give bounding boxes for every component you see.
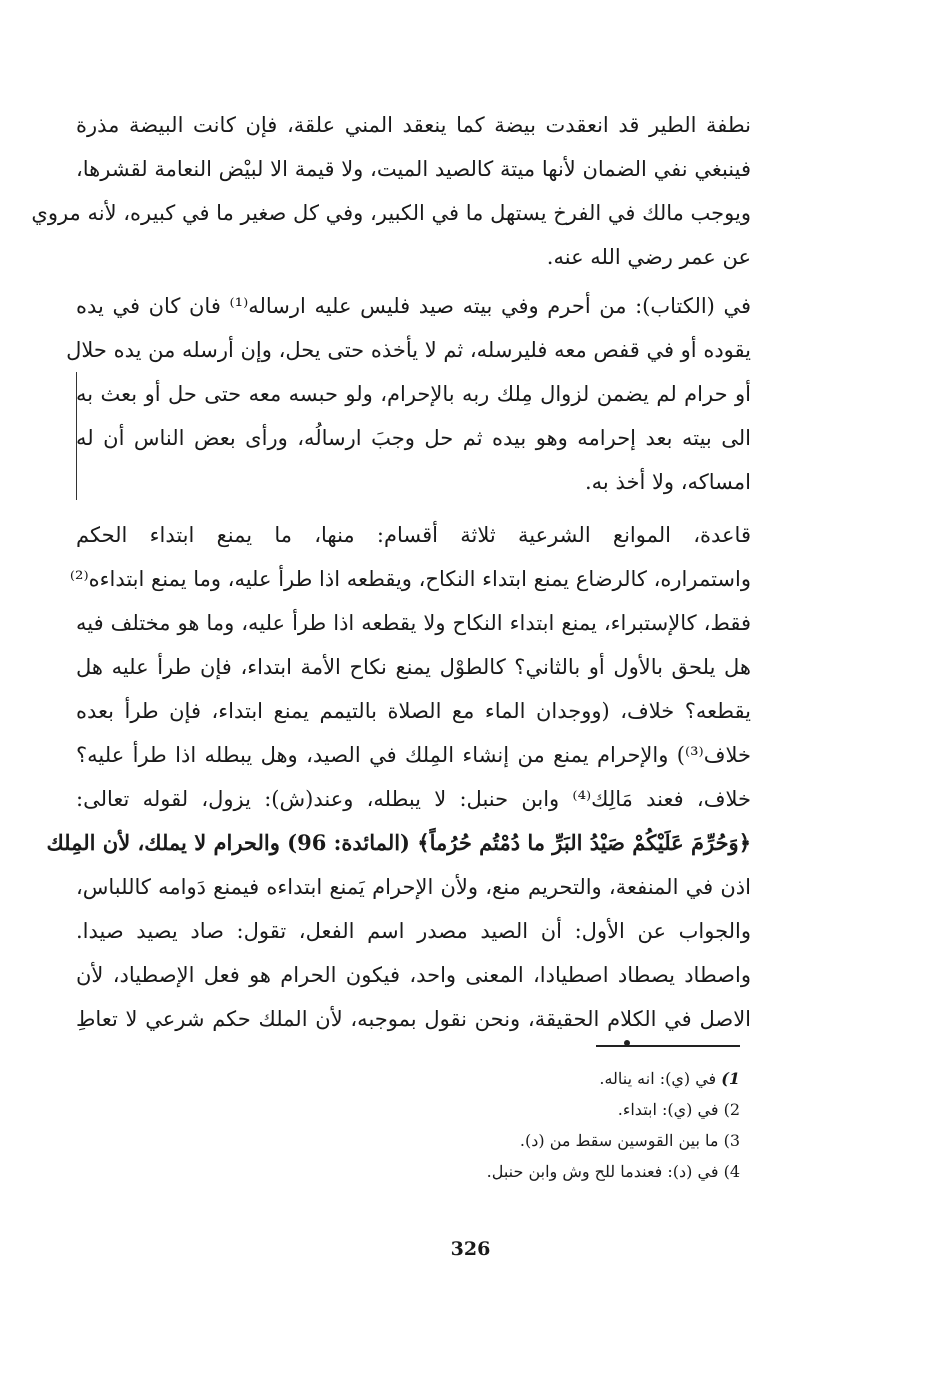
text-line: فقط، كالإستبراء، يمنع ابتداء النكاح ولا يقطعه اذا طرأ عليه، وما هو مختلف فيه [76,611,751,635]
text-line: يقطعه؟ خلاف، (ووجدان الماء مع الصلاة بالتيمم يمنع ابتداء، فإن طرأ بعده [76,699,752,723]
text-line: ويوجب مالك في الفرخ يستهل ما في الكبير، وفي كل صغير ما في كبيره، لأنه مروي [31,201,751,225]
footnote-text: في (ي): انه يناله. [599,1069,717,1088]
text-line: اذن في المنفعة، والتحريم منع، ولأن الإحرام يَمنع ابتداءه فيمنع دَوامه كاللباس، [76,875,751,899]
footnotes [200,1063,740,1187]
quran-verse-line: ﴿وَحُرِّمَ عَلَيْكُمْ صَيْدُ البَرِّ ما دُمْتُم حُرُماً﴾ (المائدة: 96) والحرام لا يملك، لأن المِلك [46,830,751,855]
text-line: الاصل في الكلام الحقيقة، ونحن نقول بموجبه، لأن الملك حكم شرعي لا تعاطِ [76,1007,751,1031]
text-line: في (الكتاب): من أحرم وفي بيته صيد فليس عليه ارساله⁽¹⁾ فان كان في يده [76,294,752,318]
text-line: هل يلحق بالأول أو بالثاني؟ كالطوْل يمنع نكاح الأمة ابتداء، فإن طرأ عليه هل [76,655,751,679]
text-line: واستمراره، كالرضاع يمنع ابتداء النكاح، ويقطعه اذا طرأ عليه، وما يمنع ابتداءه⁽²⁾ [69,567,751,591]
footnote-number: 3) [723,1131,740,1150]
text-line: فينبغي نفي الضمان لأنها ميتة كالصيد الميت، ولا قيمة الا لبيْض النعامة لقشرها، [76,157,751,181]
footnote-number: 4) [723,1162,740,1181]
margin-rule [76,372,77,500]
footnote-number: 1) [721,1069,740,1088]
text-line: واصطاد يصطاد اصطيادا، المعنى واحد، فيكون الحرام هو فعل الإصطياد، لأن [76,963,751,987]
footnote [200,1156,740,1187]
footnote-separator [596,1045,740,1047]
text-line: خلاف، فعند مَالِك⁽⁴⁾ وابن حنبل: لا يبطله، وعند(ش): يزول، لقوله تعالى: [76,787,751,811]
text-line: نطفة الطير قد انعقدت بيضة كما ينعقد المني علقة، فإن كانت البيضة مذرة [76,113,751,137]
text-line: عن عمر رضي الله عنه. [546,245,751,269]
footnote-text: ما بين القوسين سقط من (د). [519,1131,719,1150]
text-line: الى بيته بعد إحرامه وهو بيده ثم حل وجبَ ارسالُه، ورأى بعض الناس أن له [76,426,751,450]
text-line: امساكه، ولا أخذ به. [584,470,751,494]
footnote [200,1094,740,1125]
footnote [200,1125,740,1156]
separator-dot [624,1040,630,1046]
text-line: يقوده أو في قفص معه فليرسله، ثم لا يأخذه حتى يحل، وإن أرسله من يده حلال [66,338,751,362]
text-line: قاعدة، الموانع الشرعية ثلاثة أقسام: منها، ما يمنع ابتداء الحكم [76,523,751,547]
footnote-text: في (ي): ابتداء. [617,1100,719,1119]
footnote-text: في (د): فعندما للح وش وابن حنبل. [486,1162,719,1181]
footnote [200,1063,740,1094]
text-line: خلاف⁽³⁾) والإحرام يمنع من إنشاء المِلك في الصيد، وهل يبطله اذا طرأ عليه؟ [76,743,751,767]
text-line: أو حرام لم يضمن لزوال مِلك ربه بالإحرام، ولو حبسه معه حتى حل أو بعث به [76,382,751,406]
text-line: والجواب عن الأول: أن الصيد مصدر اسم الفعل، تقول: صاد يصيد صيدا. [76,919,751,943]
footnote-number: 2) [723,1100,740,1119]
page-number: 326 [450,1238,491,1260]
